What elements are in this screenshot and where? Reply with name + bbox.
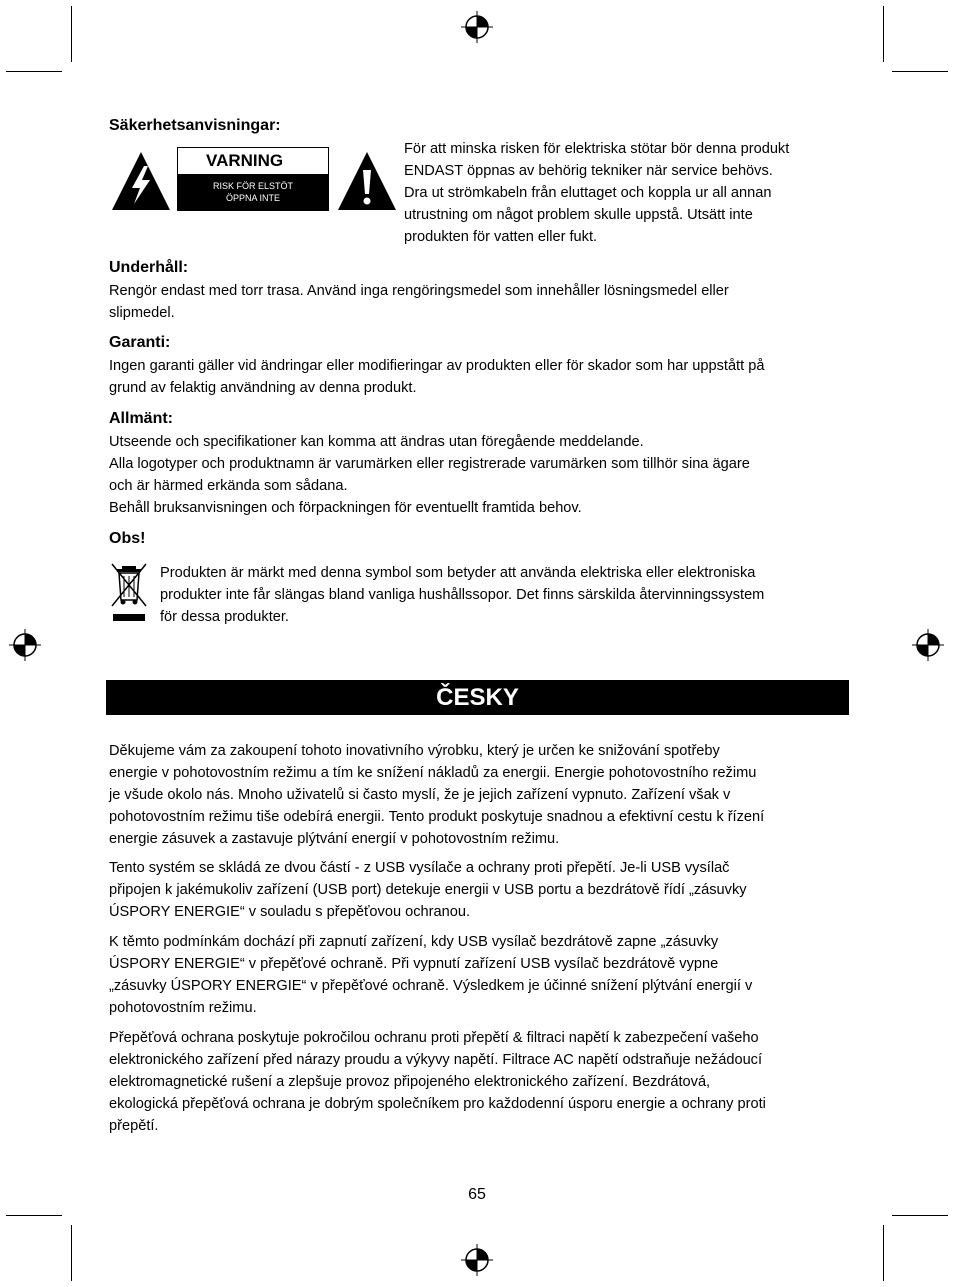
section-title-bar: ČESKY xyxy=(106,680,849,715)
varning-label xyxy=(177,147,329,211)
registration-mark-icon xyxy=(460,10,494,44)
safety-text: För att minska risken för elektriska stötar bör denna produkt ENDAST öppnas av behörig tekniker när service behövs. Dra ut strömkabeln från eluttaget och koppla ur all annan utrustning om något problem skulle uppstå. Utsätt inte produkten för vatten eller fukt. xyxy=(404,141,790,245)
crop-mark xyxy=(6,1215,62,1216)
registration-mark-icon xyxy=(911,628,945,662)
safety-heading: Säkerhetsanvisningar: xyxy=(109,117,281,134)
maintenance-heading: Underhåll: xyxy=(109,259,189,276)
varning-title: VARNING xyxy=(206,151,284,170)
varning-subtitle: RISK FÖR ELSTÖT ÖPPNA INTE xyxy=(178,174,328,210)
maintenance-text: Rengör endast med torr trasa. Använd inga rengöringsmedel som innehåller lösningsmedel eller slipmedel. xyxy=(109,283,729,321)
exclamation-warning-icon xyxy=(336,150,398,212)
czech-paragraph-3: K těmto podmínkám dochází při zapnutí zařízení, kdy USB vysílač bezdrátově zapne „zásuvky ÚSPORY ENERGIE“ v přepěťové ochraně. Při vypnutí zařízení USB vysílač bezdrátově vypne „zásuvky ÚSPORY ENERGIE“ v přepěťové ochraně. Výsledkem je účinné snížení plýtvání energií v pohotovostním režimu. xyxy=(109,934,753,1016)
crop-mark xyxy=(883,1225,884,1281)
crop-mark xyxy=(71,6,72,62)
czech-paragraph-1: Děkujeme vám za zakoupení tohoto inovativního výrobku, který je určen ke snižování spotřeby energie v pohotovostním režimu a tím ke snížení nákladů za energii. Energie pohotovostního režimu je všude okolo nás. Mnoho uživatelů si často myslí, že je jejich zařízení vypnuto. Zařízení však v pohotovostním režimu tiše odebírá energii. Tento produkt poskytuje snadnou a efektivní cestu k řízení energie zásuvek a zastavuje plýtvání energií v pohotovostním režimu. xyxy=(109,743,765,847)
registration-mark-icon xyxy=(460,1243,494,1277)
registration-mark-icon xyxy=(8,628,42,662)
crop-mark xyxy=(883,6,884,62)
general-text: Utseende och specifikationer kan komma att ändras utan föregående meddelande. Alla logotyper och produktnamn är varumärken eller registrerade varumärken som tillhör sina ägare och är härmed erkända som sådana. Behåll bruksanvisningen och förpackningen för eventuellt framtida behov. xyxy=(109,434,750,516)
obs-text: Produkten är märkt med denna symbol som betyder att använda elektriska eller elektroniska produkter inte får slängas bland vanliga hushållssopor. Det finns särskilda återvinningssystem för dessa produkter. xyxy=(160,565,765,625)
high-voltage-warning-icon xyxy=(110,150,172,212)
obs-heading: Obs! xyxy=(109,530,146,547)
crop-mark xyxy=(6,71,62,72)
czech-paragraph-2: Tento systém se skládá ze dvou částí - z USB vysílače a ochrany proti přepětí. Je-li USB vysílač připojen k jakémukoliv zařízení (USB port) detekuje energii v USB portu a bezdrátově řídí „zásuvky ÚSPORY ENERGIE“ v souladu s přepěťovou ochranou. xyxy=(109,860,747,920)
general-heading: Allmänt: xyxy=(109,410,173,427)
crop-mark xyxy=(71,1225,72,1281)
warranty-text: Ingen garanti gäller vid ändringar eller modifieringar av produkten eller för skador som har uppstått på grund av felaktig användning av denna produkt. xyxy=(109,358,765,396)
page-number: 65 xyxy=(468,1186,486,1203)
crop-mark xyxy=(892,1215,948,1216)
warranty-heading: Garanti: xyxy=(109,334,171,351)
weee-crossed-bin-icon xyxy=(110,562,150,624)
crop-mark xyxy=(892,71,948,72)
czech-paragraph-4: Přepěťová ochrana poskytuje pokročilou ochranu proti přepětí & filtraci napětí k zabezpečení vašeho elektronického zařízení před nárazy proudu a výkyvy napětí. Filtrace AC napětí odstraňuje nežádoucí elektromagnetické rušení a zlepšuje provoz připojeného elektronického zařízení. Bezdrátová, ekologická přepěťová ochrana je dobrým společníkem pro každodenní úsporu energie a ochrany proti přepětí. xyxy=(109,1030,766,1134)
